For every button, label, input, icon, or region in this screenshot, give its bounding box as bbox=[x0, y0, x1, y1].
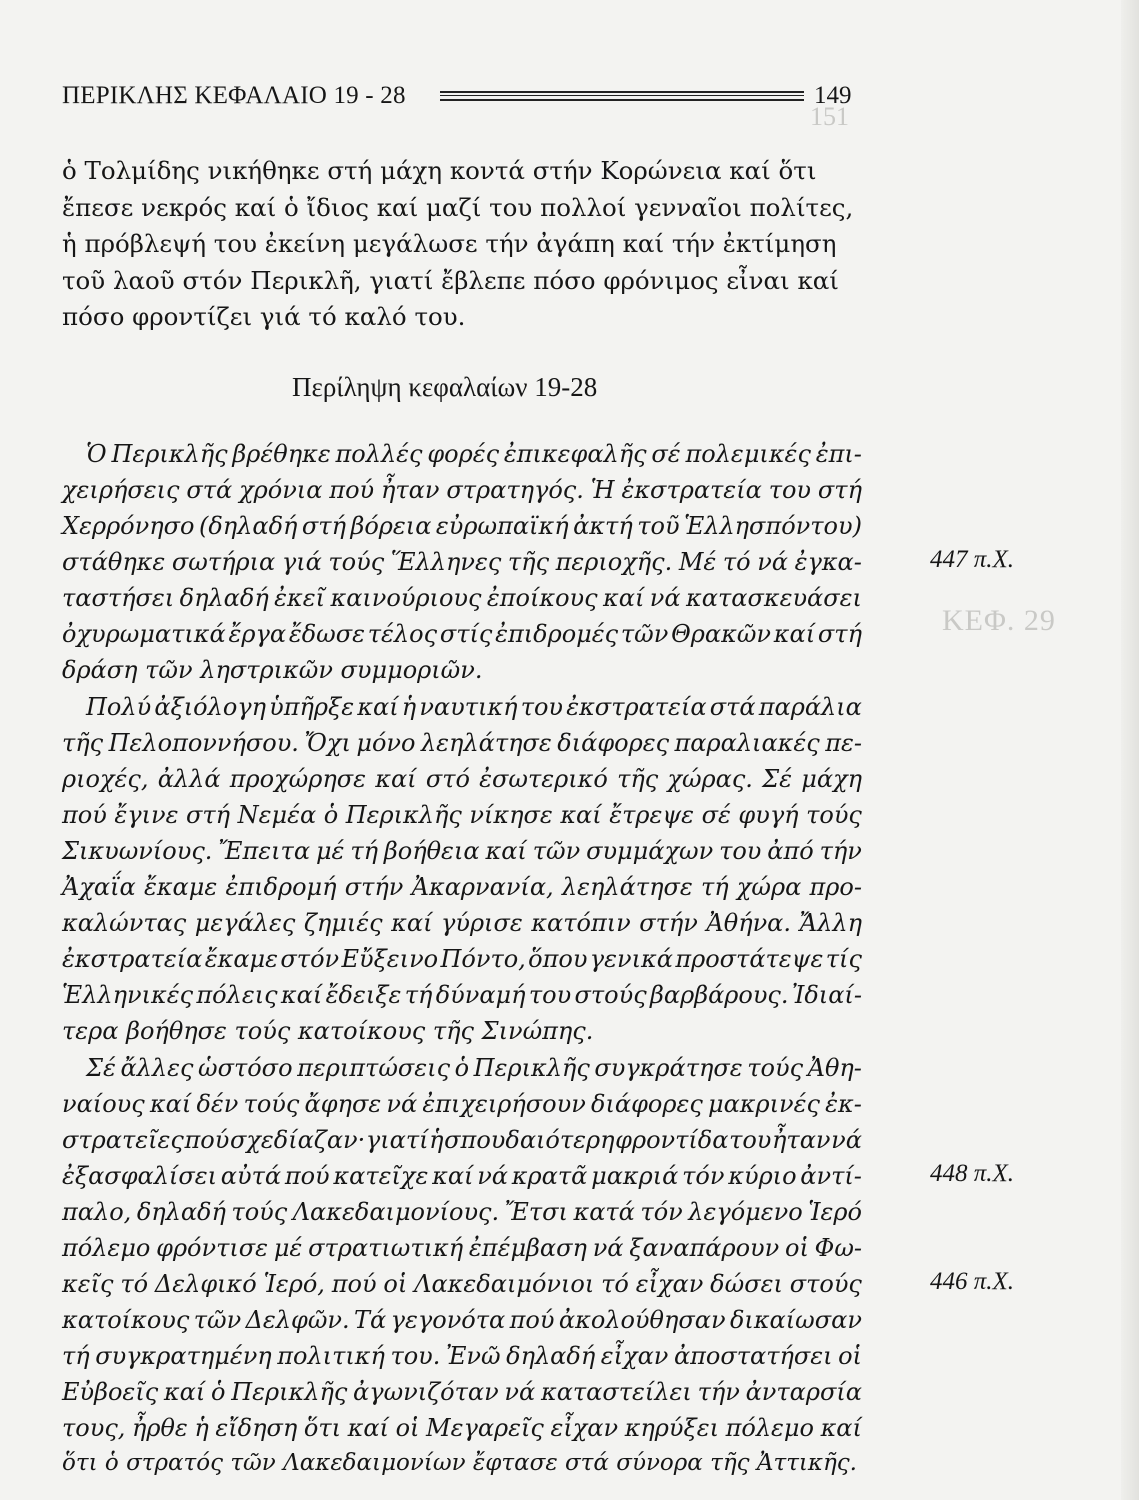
margin-date: 446 π.Χ. bbox=[930, 1268, 1015, 1295]
summary-line: Ἀχαΐα ἔκαμε ἐπιδρομή στήν Ἀκαρνανία, λεηλάτησε τή χώρα προ- bbox=[62, 873, 862, 901]
page-edge bbox=[1121, 0, 1139, 1500]
summary-line: Εὐβοεῖς καί ὁ Περικλῆς ἀγωνιζόταν νά καταστείλει τήν ἀνταρσία bbox=[62, 1378, 862, 1406]
summary-line: Ἑλληνικές πόλεις καί ἔδειξε τή δύναμή του στούς βαρβάρους. Ἰδιαί- bbox=[62, 981, 862, 1009]
summary-line: ὀχυρωματικά ἔργα ἔδωσε τέλος στίς ἐπιδρομές τῶν Θρακῶν καί στή bbox=[62, 620, 862, 648]
summary-line: χειρήσεις στά χρόνια πού ἦταν στρατηγός. Ἡ ἐκστρατεία του στή bbox=[62, 476, 862, 504]
summary-line: Ὁ Περικλῆς βρέθηκε πολλές φορές ἐπικεφαλῆς σέ πολεμικές ἐπι- bbox=[86, 440, 862, 468]
summary-line: τους, ἦρθε ἡ εἴδηση ὅτι καί οἱ Μεγαρεῖς εἶχαν κηρύξει πόλεμο καί bbox=[62, 1414, 862, 1442]
summary-line: στρατεῖες πού σχεδίαζαν· γιατί ἡ σπουδαιότερη φροντίδα του ἦταν νά bbox=[62, 1126, 862, 1154]
running-head bbox=[62, 82, 852, 114]
summary-line: τῆς Πελοποννήσου. Ὄχι μόνο λεηλάτησε διάφορες παραλιακές πε- bbox=[62, 729, 862, 757]
summary-line: τή συγκρατημένη πολιτική του. Ἐνῶ δηλαδή εἶχαν ἀποστατήσει οἱ bbox=[62, 1342, 862, 1370]
intro-line: ἔπεσε νεκρός καί ὁ ἴδιος καί μαζί του πολλοί γενναῖοι πολίτες, bbox=[62, 193, 854, 222]
summary-line: ταστήσει δηλαδή ἐκεῖ καινούριους ἐποίκους καί νά κατασκευάσει bbox=[62, 584, 862, 612]
header-rule bbox=[440, 91, 804, 101]
summary-line: ναίους καί δέν τούς ἄφησε νά ἐπιχειρήσουν διάφορες μακρινές ἐκ- bbox=[62, 1090, 862, 1118]
summary-line: πόλεμο φρόντισε μέ στρατιωτική ἐπέμβαση νά ξαναπάρουν οἱ Φω- bbox=[62, 1234, 862, 1262]
summary-line: στάθηκε σωτήρια γιά τούς Ἕλληνες τῆς περιοχῆς. Μέ τό νά ἐγκα- bbox=[62, 548, 862, 576]
summary-line: παλο, δηλαδή τούς Λακεδαιμονίους. Ἔτσι κατά τόν λεγόμενο Ἱερό bbox=[62, 1198, 862, 1226]
summary-line: δράση τῶν ληστρικῶν συμμοριῶν. bbox=[62, 656, 483, 684]
show-through-chapter-mark: ΚΕΦ. 29 bbox=[942, 604, 1056, 637]
summary-line: τερα βοήθησε τούς κατοίκους τῆς Σινώπης. bbox=[62, 1017, 594, 1045]
summary-line: πού ἔγινε στή Νεμέα ὁ Περικλῆς νίκησε καί ἔτρεψε σέ φυγή τούς bbox=[62, 801, 862, 829]
margin-date: 448 π.Χ. bbox=[930, 1160, 1015, 1187]
summary-line: κατοίκους τῶν Δελφῶν. Τά γεγονότα πού ἀκολούθησαν δικαίωσαν bbox=[62, 1306, 862, 1334]
margin-date: 447 π.Χ. bbox=[930, 546, 1015, 573]
intro-line: ὁ Τολμίδης νικήθηκε στή μάχη κοντά στήν Κορώνεια καί ὅτι bbox=[62, 156, 817, 185]
summary-line: Πολύ ἀξιόλογη ὑπῆρξε καί ἡ ναυτική του ἐκστρατεία στά παράλια bbox=[86, 693, 862, 721]
intro-line: ἡ πρόβλεψή του ἐκείνη μεγάλωσε τήν ἀγάπη καί τήν ἐκτίμηση bbox=[62, 229, 837, 258]
summary-line: ὅτι ὁ στρατός τῶν Λακεδαιμονίων ἔφτασε στά σύνορα τῆς Ἀττικῆς. bbox=[62, 1450, 857, 1476]
summary-line: Σέ ἄλλες ὡστόσο περιπτώσεις ὁ Περικλῆς συγκράτησε τούς Ἀθη- bbox=[86, 1054, 862, 1082]
summary-line: ριοχές, ἀλλά προχώρησε καί στό ἐσωτερικό τῆς χώρας. Σέ μάχη bbox=[62, 765, 862, 793]
summary-line: ἐξασφαλίσει αὐτά πού κατεῖχε καί νά κρατᾶ μακριά τόν κύριο ἀντί- bbox=[62, 1162, 862, 1190]
show-through-page-number: 151 bbox=[810, 102, 849, 131]
summary-line: κεῖς τό Δελφικό Ἱερό, πού οἱ Λακεδαιμόνιοι τό εἶχαν δώσει στούς bbox=[62, 1270, 862, 1298]
summary-line: ἐκστρατεία ἔκαμε στόν Εὔξεινο Πόντο, ὅπου γενικά προστάτεψε τίς bbox=[62, 945, 862, 973]
summary-line: Σικυωνίους. Ἔπειτα μέ τή βοήθεια καί τῶν συμμάχων του ἀπό τήν bbox=[62, 837, 862, 865]
intro-line: τοῦ λαοῦ στόν Περικλῆ, γιατί ἔβλεπε πόσο φρόνιμος εἶναι καί bbox=[62, 266, 839, 295]
summary-line: Χερρόνησο (δηλαδή στή βόρεια εὐρωπαϊκή ἀκτή τοῦ Ἑλλησπόντου) bbox=[62, 512, 862, 540]
summary-heading: Περίληψη κεφαλαίων 19-28 bbox=[292, 372, 598, 402]
summary-line: καλώντας μεγάλες ζημιές καί γύρισε κατόπιν στήν Ἀθήνα. Ἄλλη bbox=[62, 909, 862, 937]
page-number: 149 bbox=[814, 82, 852, 109]
intro-line: πόσο φροντίζει γιά τό καλό του. bbox=[62, 302, 466, 331]
running-title: ΠΕΡΙΚΛΗΣ ΚΕΦΑΛΑΙΟ 19 - 28 bbox=[62, 82, 406, 109]
